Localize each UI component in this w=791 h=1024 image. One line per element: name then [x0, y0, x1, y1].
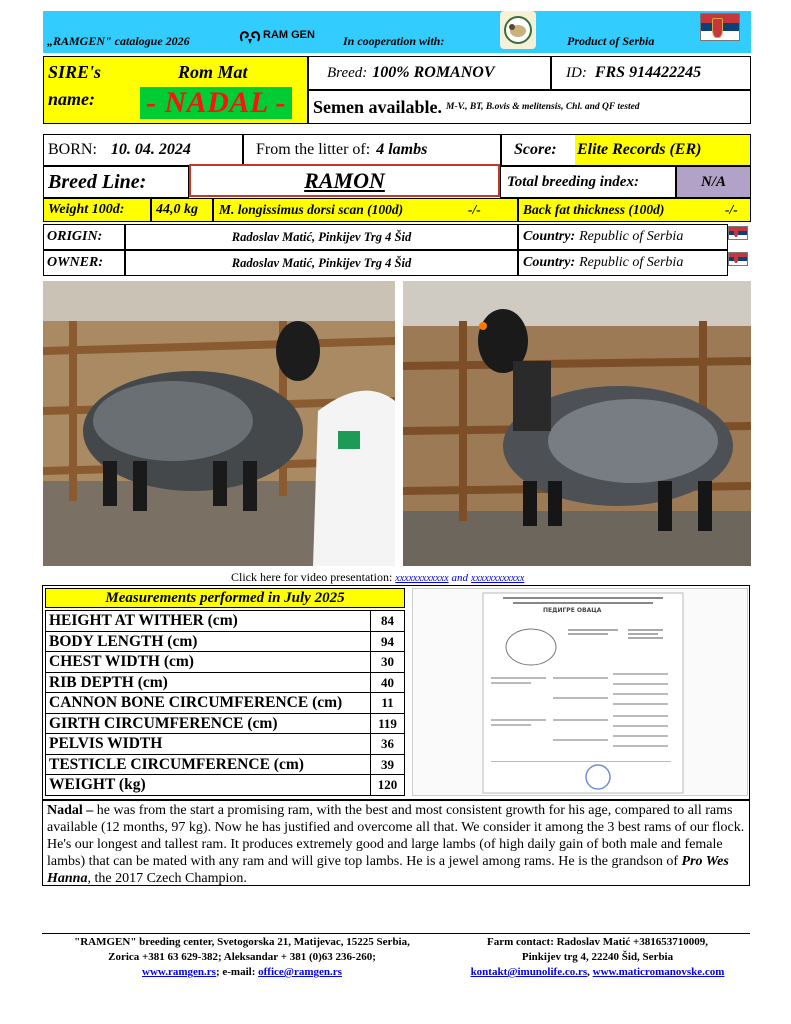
born-cell	[43, 134, 243, 166]
ram-horns-logo-icon	[239, 29, 261, 45]
farm-website-link[interactable]: www.maticromanovske.com	[592, 966, 725, 978]
farm-email-link[interactable]: kontakt@imunolife.co.rs	[470, 966, 588, 978]
id-cell	[551, 56, 751, 90]
measurement-value: 84	[371, 611, 405, 632]
litter-cell	[243, 134, 501, 166]
measurement-value: 120	[371, 775, 405, 796]
measurement-value: 94	[371, 631, 405, 652]
owner-value-cell	[125, 250, 518, 276]
id-value: FRS 914422245	[594, 64, 702, 81]
measurement-value: 119	[371, 713, 405, 734]
litter-label: From the litter of:	[256, 141, 371, 158]
footer-right-line1: Farm contact: Radoslav Matić +381653710009,	[486, 936, 709, 948]
ramgen-website-link[interactable]: www.ramgen.rs	[142, 966, 216, 978]
description-name: Nadal –	[47, 803, 94, 818]
origin-value-cell	[125, 224, 518, 250]
measurement-row	[46, 713, 405, 734]
measurement-row	[46, 693, 405, 714]
owner-country-cell	[518, 250, 728, 276]
semen-cell	[308, 90, 751, 124]
serbia-flag-icon	[700, 13, 740, 41]
pedigree-document	[412, 588, 748, 796]
video-and: and	[451, 572, 469, 584]
tbi-value: N/A	[700, 173, 726, 190]
breed-value: 100% ROMANOV	[372, 64, 495, 81]
weight-value: 44,0 kg	[156, 202, 198, 217]
origin-country-value: Republic of Serbia	[579, 229, 684, 244]
score-label-cell	[501, 134, 575, 166]
measurement-value: 39	[371, 754, 405, 775]
footer-left-line1: "RAMGEN" breeding center, Svetogorska 21, Matijevac, 15225 Serbia,	[74, 936, 410, 948]
litter-value: 4 lambs	[376, 141, 428, 158]
description-grandsire: Pro Wes Hanna	[47, 854, 729, 886]
sire-label-line2: name:	[48, 89, 95, 109]
measurement-label: CANNON BONE CIRCUMFERENCE (cm)	[46, 693, 371, 714]
catalogue-header-bar	[43, 11, 751, 53]
footer-right-sep: ,	[587, 966, 593, 978]
sire-prefix: Rom Mat	[178, 62, 248, 82]
measurement-row	[46, 734, 405, 755]
measurement-row	[46, 754, 405, 775]
ram-photo-side	[403, 281, 751, 566]
measurement-row	[46, 775, 405, 796]
pedigree-title: ПЕДИГРЕ ОВАЦА	[543, 607, 602, 614]
footer-left-line2: Zorica +381 63 629-382; Aleksandar + 381 (0)63 236-260;	[108, 951, 376, 963]
breed-label: Breed:	[327, 64, 368, 81]
scan-label: M. longissimus dorsi scan (100d)	[219, 202, 404, 217]
breed-line-label: Breed Line:	[48, 170, 147, 193]
footer-right	[445, 935, 750, 980]
measurement-row	[46, 672, 405, 693]
measurement-value: 30	[371, 652, 405, 673]
measurement-label: PELVIS WIDTH	[46, 734, 371, 755]
scan-cell	[213, 198, 518, 222]
owner-country-label: Country:	[523, 255, 576, 270]
score-value: Elite Records (ER)	[577, 141, 702, 158]
measurement-label: GIRTH CIRCUMFERENCE (cm)	[46, 713, 371, 734]
backfat-label: Back fat thickness (100d)	[523, 202, 665, 217]
owner-value: Radoslav Matić, Pinkijev Trg 4 Šid	[231, 255, 412, 270]
weight-label: Weight 100d:	[48, 202, 125, 217]
score-value-cell	[575, 134, 751, 166]
scan-value: -/-	[468, 202, 481, 217]
serbia-flag-icon	[728, 252, 748, 266]
sire-name: - NADAL -	[140, 87, 292, 119]
semen-available: Semen available.	[313, 96, 442, 117]
cooperation-label: In cooperation with:	[343, 34, 445, 48]
origin-value: Radoslav Matić, Pinkijev Trg 4 Šid	[231, 229, 412, 244]
description-text-2: , the 2017 Czech Champion.	[87, 871, 247, 886]
tbi-value-cell	[676, 166, 751, 198]
footer-right-line2: Pinkijev trg 4, 22240 Šid, Serbia	[521, 951, 674, 963]
backfat-cell	[518, 198, 751, 222]
tbi-label-cell	[500, 166, 676, 198]
measurement-value: 40	[371, 672, 405, 693]
origin-country-cell	[518, 224, 728, 250]
measurements-table	[45, 610, 405, 796]
score-label: Score:	[514, 141, 557, 158]
measurement-label: WEIGHT (kg)	[46, 775, 371, 796]
pedigree-document-scan	[413, 589, 749, 797]
video-link-2[interactable]: xxxxxxxxxxxx	[471, 573, 525, 584]
weight-value-cell	[151, 198, 213, 222]
breed-line-label-cell	[43, 166, 189, 198]
owner-label-cell	[43, 250, 125, 276]
footer-left	[42, 935, 442, 980]
video-line	[231, 570, 524, 585]
sheep-badge-icon	[503, 15, 533, 45]
breed-cell	[308, 56, 551, 90]
matic-logo	[500, 11, 536, 49]
video-link-1[interactable]: xxxxxxxxxxxx	[395, 573, 449, 584]
id-label: ID:	[566, 64, 587, 81]
description-text-1: he was from the start a promising ram, with the best and most consistent growth for his age, compared to all rams available (12 months, 97 kg). Now he has justified and overcome all that. We consider it among the 3 best rams of our flock. He's our longest and tallest ram. It produces extremely good and large lambs (of high daily gain of both male and female lambs) that can be mated with any ram and will give top lambs. He is a jewel among rams. He is the grandson of	[47, 803, 745, 869]
measurement-label: HEIGHT AT WITHER (cm)	[46, 611, 371, 632]
measurement-value: 11	[371, 693, 405, 714]
breed-line-value: RAMON	[304, 167, 385, 193]
origin-country-label: Country:	[523, 229, 576, 244]
origin-label: ORIGIN:	[47, 229, 103, 244]
serbia-flag-icon	[728, 226, 748, 240]
description-box	[42, 800, 750, 886]
owner-label: OWNER:	[47, 255, 104, 270]
measurement-label: CHEST WIDTH (cm)	[46, 652, 371, 673]
product-of-serbia: Product of Serbia	[567, 34, 655, 48]
measurement-label: TESTICLE CIRCUMFERENCE (cm)	[46, 754, 371, 775]
tbi-label: Total breeding index:	[507, 173, 639, 190]
born-date: 10. 04. 2024	[110, 141, 191, 158]
backfat-value: -/-	[725, 202, 738, 217]
measurement-row	[46, 631, 405, 652]
measurement-row	[46, 611, 405, 632]
measurement-value: 36	[371, 734, 405, 755]
measurement-row	[46, 652, 405, 673]
ramgen-logo-text: RAM GEN	[263, 29, 315, 41]
ram-photo-front	[43, 281, 395, 566]
footer-email-label: ; e-mail:	[215, 966, 259, 978]
ramgen-email-link[interactable]: office@ramgen.rs	[258, 966, 342, 978]
owner-country-value: Republic of Serbia	[579, 255, 684, 270]
measurement-label: BODY LENGTH (cm)	[46, 631, 371, 652]
footer-divider	[42, 933, 750, 934]
catalogue-title: „RAMGEN" catalogue 2026	[47, 34, 190, 48]
sire-name-block	[43, 56, 308, 124]
born-label: BORN:	[48, 141, 97, 158]
measurements-title: Measurements performed in July 2025	[105, 590, 345, 606]
measurements-title-cell	[45, 588, 405, 608]
video-label: Click here for video presentation:	[231, 570, 393, 584]
breed-line-value-cell	[189, 164, 500, 197]
origin-label-cell	[43, 224, 125, 250]
measurement-label: RIB DEPTH (cm)	[46, 672, 371, 693]
sire-label-line1: SIRE's	[48, 62, 102, 82]
weight-label-cell	[43, 198, 151, 222]
semen-tests: M-V., BT, B.ovis & melitensis, Chl. and QF tested	[446, 102, 640, 112]
